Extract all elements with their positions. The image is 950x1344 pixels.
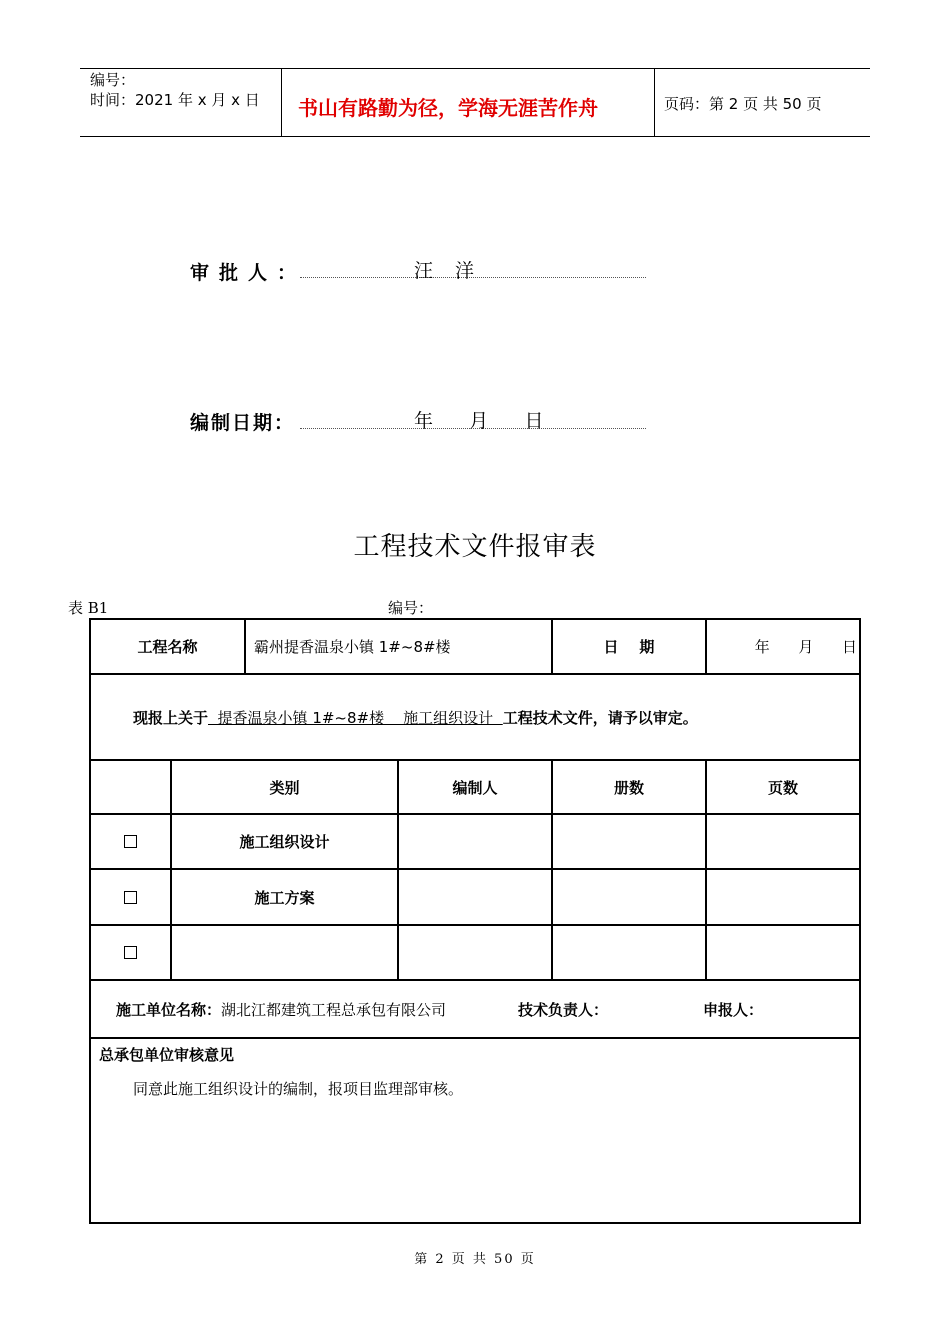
row-checkbox[interactable] xyxy=(91,926,170,979)
row-category: 施工方案 xyxy=(254,888,315,907)
compile-date-label: 编制日期： xyxy=(190,412,296,434)
col-divider xyxy=(244,618,246,674)
header-motto: 书山有路勤为径，学海无涯苦作舟 xyxy=(298,96,598,120)
compile-date-value: 年 月 日 xyxy=(414,410,544,432)
header-serial-label: 编号： xyxy=(90,71,136,89)
header-bottom-line xyxy=(80,136,870,137)
project-name-value: 霸州提香温泉小镇 1#~8#楼 xyxy=(254,638,451,656)
submission-statement xyxy=(133,675,698,759)
form-title: 工程技术文件报审表 xyxy=(353,532,597,562)
row-category xyxy=(172,926,397,979)
approver-name: 汪 洋 xyxy=(414,260,483,282)
row-divider xyxy=(89,1037,861,1039)
row-checkbox[interactable] xyxy=(91,815,170,868)
project-name-label: 工程名称 xyxy=(137,638,198,656)
applicant-label: 申报人： xyxy=(703,1000,764,1019)
col-header-author: 编制人 xyxy=(452,778,498,797)
col-header-volumes: 册数 xyxy=(613,778,644,797)
header-divider-right xyxy=(654,68,655,136)
submission-suffix: 工程技术文件，请予以审定。 xyxy=(502,708,698,727)
col-header-pages: 页数 xyxy=(767,778,798,797)
contractor-name: 湖北江都建筑工程总承包有限公司 xyxy=(221,1000,447,1019)
checkbox-icon xyxy=(124,835,137,848)
row-checkbox[interactable] xyxy=(91,870,170,924)
submission-subject: 提香温泉小镇 1#~8#楼 施工组织设计 xyxy=(208,708,503,727)
date-value: 年 月 日 xyxy=(754,638,857,656)
header-top-line xyxy=(80,68,870,69)
tech-lead-label: 技术负责人： xyxy=(518,1000,609,1019)
contractor-label: 施工单位名称： xyxy=(116,1000,222,1019)
date-label: 日 期 xyxy=(603,638,655,656)
review-title: 总承包单位审核意见 xyxy=(99,1046,235,1064)
submission-prefix: 现报上关于 xyxy=(133,708,209,727)
col-header-category: 类别 xyxy=(269,778,300,797)
review-text: 同意此施工组织设计的编制，报项目监理部审核。 xyxy=(133,1080,464,1098)
header-page-info: 页码：第 2 页 共 50 页 xyxy=(664,95,822,113)
form-number-label: 编号： xyxy=(388,599,434,617)
approver-label: 审批人： xyxy=(190,262,307,284)
page-footer: 第 2 页 共 50 页 xyxy=(414,1252,536,1267)
row-category: 施工组织设计 xyxy=(239,833,330,851)
table-code: 表 B1 xyxy=(68,599,109,617)
contractor-row xyxy=(116,981,446,1037)
checkbox-icon xyxy=(124,946,137,959)
checkbox-icon xyxy=(124,891,137,904)
header-time: 时间：2021 年 x 月 x 日 xyxy=(90,91,260,109)
header-divider-left xyxy=(281,68,282,136)
